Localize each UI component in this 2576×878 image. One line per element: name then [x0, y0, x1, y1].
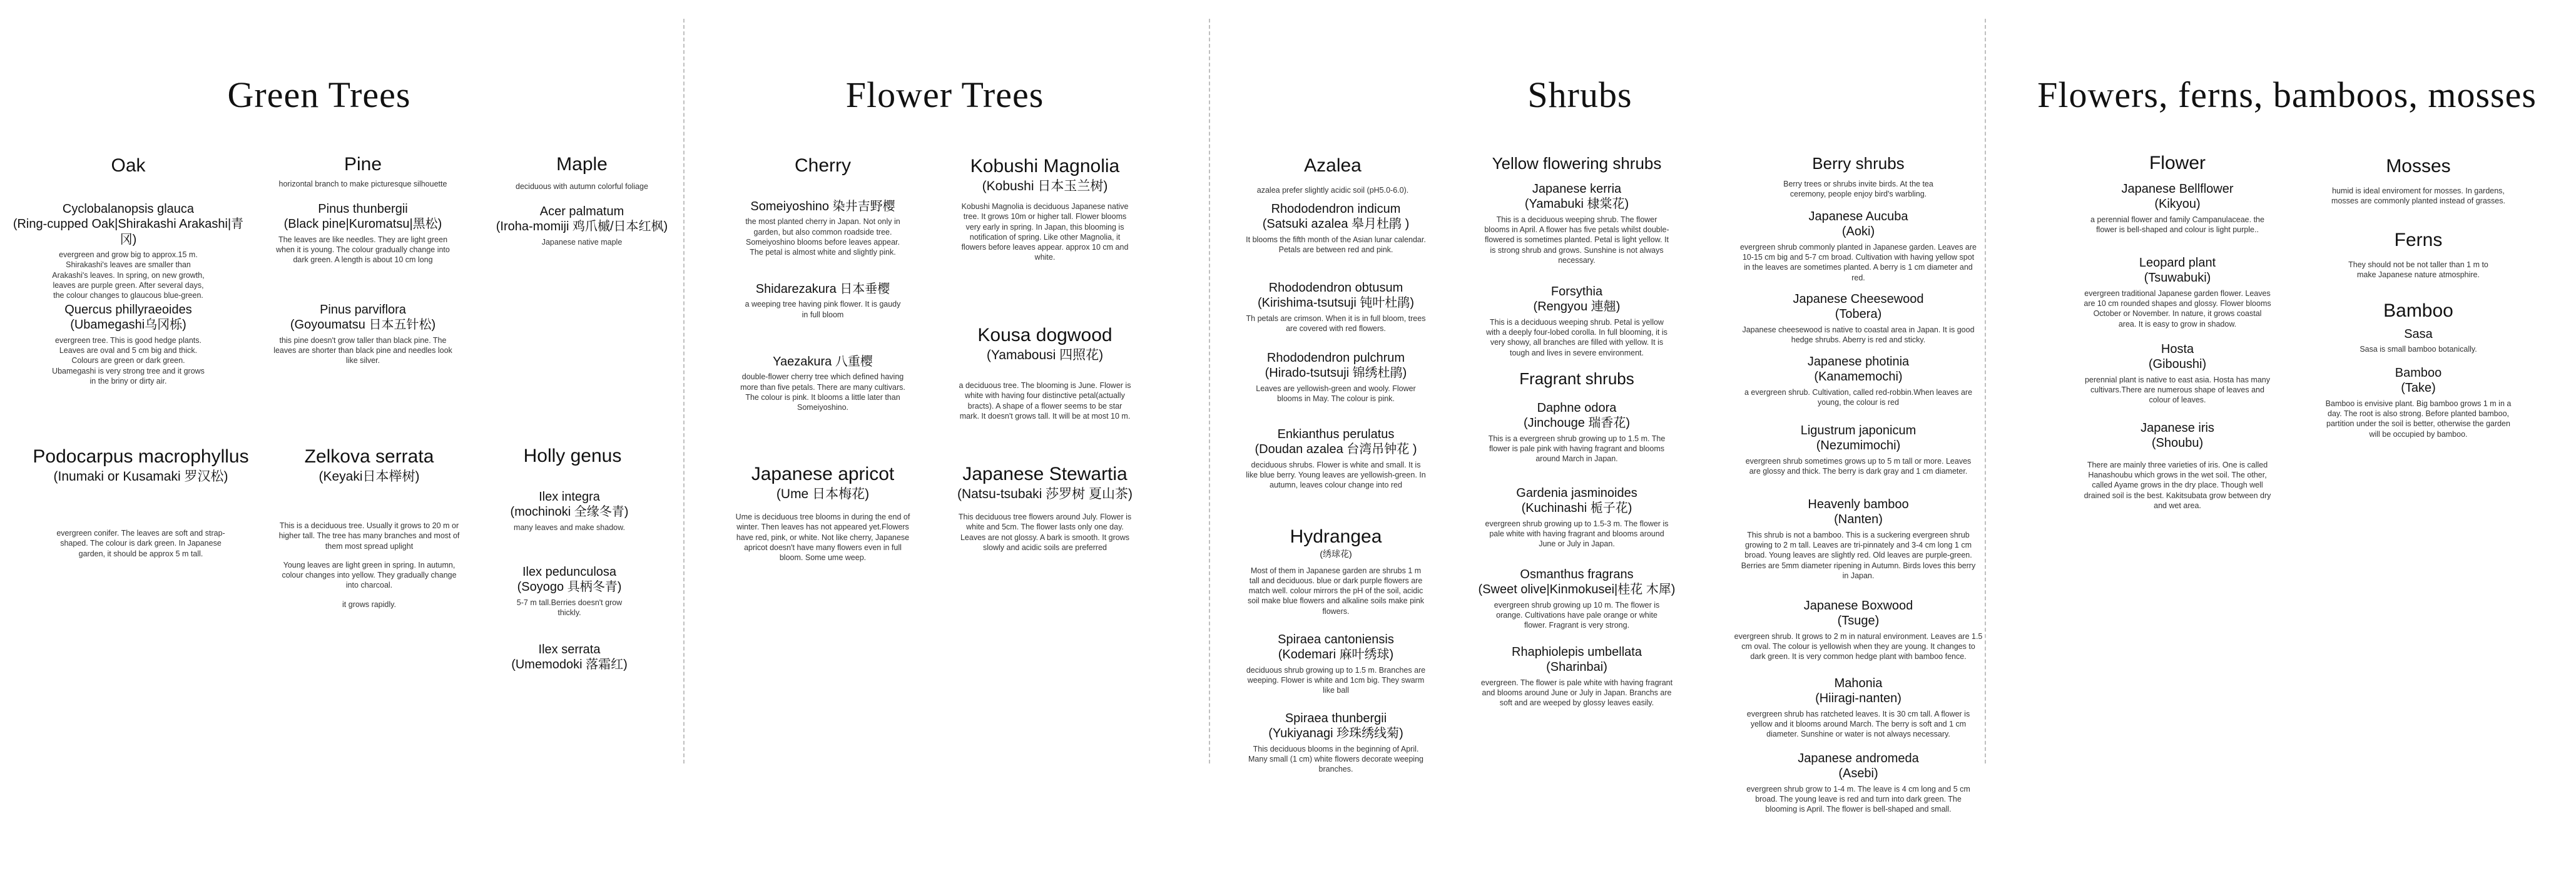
plant-entry: [1739, 497, 1977, 581]
plant-scientific-name: Rhododendron pulchrum: [1266, 351, 1405, 365]
plant-common-name: (Black pine|Kuromatsu|黑松): [283, 217, 442, 232]
plant-scientific-name: Mahonia: [1834, 676, 1883, 690]
plant-description: evergreen shrub growing up to 1.5-3 m. The flower is pale white with having fragrant and blooms around June or July in Japan.: [1485, 519, 1669, 549]
plant-entry: [13, 202, 244, 300]
category-oak: Oak: [111, 155, 146, 176]
section-title-flower-trees: Flower Trees: [845, 74, 1044, 115]
plant-scientific-name: Japanese Boxwood: [1803, 599, 1913, 613]
plant-description: evergreen shrub commonly planted in Japanese garden. Leaves are 10-15 cm big and 5-7 cm broad. Cultivation with having yellow spot in the leaves are sometimes planted. A berry is 1 cm diameter and red.: [1739, 242, 1977, 282]
plant-description: evergreen. The flower is pale white with having fragrant and blooms around June or July in Japan. Branchs are soft and are weeped by glossy leaves easily.: [1480, 678, 1673, 708]
category-cherry: Cherry: [794, 155, 851, 176]
plant-scientific-name: Rhododendron obtusum: [1268, 281, 1403, 295]
plant-common-name: (Goyoumatsu 日本五针松): [290, 318, 436, 332]
plant-scientific-name: Japanese iris: [2141, 421, 2214, 435]
plant-entry: [257, 202, 469, 265]
plant-description: evergreen shrub sometimes grows up to 5 m tall or more. Leaves are glossy and thick. The berry is dark gray and 1 cm diameter.: [1745, 456, 1972, 476]
plant-common-name: (Sharinbai): [1546, 660, 1607, 675]
plant-scientific-name: Japanese Bellflower: [2121, 182, 2234, 196]
plant-entry-kousa: [957, 324, 1133, 421]
category-mosses: Mosses: [2386, 156, 2451, 176]
plant-description: evergreen tree. This is good hedge plants. Leaves are oval and 5 cm big and thick. Colours are green or dark green. Ubamegashi is very strong tree and it grows in the briny or dirty air.: [52, 335, 205, 385]
plant-common-name: (Satsuki azalea 皋月杜鹃 ): [1262, 217, 1410, 232]
plant-common-name: (Rengyou 連翹): [1533, 300, 1621, 314]
plant-description: This shrub is not a bamboo. This is a suckering evergreen shrub growing to 2 m tall. Leaves are tri-pinnately and 3-4 cm long 1 cm broad. Young leaves are slightly red. Old leaves are purple-green. Berries are 5mm diameter ripening in Autumn. Birds loves this berry in Japan.: [1741, 530, 1976, 580]
plant-scientific-name: Zelkova serrata: [304, 446, 434, 467]
plant-common-name: (Kirishima-tsutsuji 钝叶杜鹃): [1257, 296, 1415, 310]
plant-entry: [13, 302, 244, 386]
category-yellow-flowering-shrubs: Yellow flowering shrubs: [1492, 154, 1662, 173]
plant-entry: [1483, 401, 1671, 464]
plant-entry: [1245, 427, 1427, 491]
plant-scientific-name: Gardenia jasminoides: [1516, 486, 1637, 500]
plant-scientific-name: Rhododendron indicum: [1271, 202, 1401, 216]
category-hydrangea: Hydrangea: [1290, 526, 1382, 547]
plant-entry: [1483, 486, 1671, 549]
plant-entry: [482, 204, 682, 247]
plant-description: Japanese native maple: [541, 237, 623, 247]
plant-entry: [2321, 365, 2515, 439]
category-ferns: Ferns: [2394, 230, 2443, 250]
plant-entry: [1483, 284, 1671, 358]
plant-common-name: (Natsu-tsubaki 莎罗树 夏山茶): [957, 486, 1133, 501]
plant-entry-kobushi: [957, 155, 1133, 263]
plant-scientific-name: Japanese photinia: [1807, 355, 1910, 369]
plant-scientific-name: Sasa: [2404, 327, 2433, 341]
category-maple: Maple: [556, 154, 608, 175]
plant-common-name: (Soyogo 具柄冬青): [517, 580, 622, 595]
plant-entry: [1245, 711, 1427, 775]
plant-entry: [2084, 181, 2271, 235]
plant-common-name: (Giboushi): [2148, 357, 2207, 372]
plant-common-name: (Kobushi 日本玉兰树): [982, 178, 1108, 193]
plant-description: evergreen shrub. It grows to 2 m in natural environment. Leaves are 1.5 cm oval. The colour is yellowish when they are young. It changes to dark green. It is very common hedge plant with bamboo fence.: [1734, 631, 1983, 661]
plant-description: This is a deciduous weeping shrub. The flower blooms in April. A flower has five petals whilst double-flowered is sometimes planted. Petal is light yellow. It is strong shrub and grows. Sunshine is not always necessary.: [1484, 215, 1669, 265]
plant-scientific-name: Rhaphiolepis umbellata: [1512, 645, 1642, 659]
plant-description: Ume is deciduous tree blooms in during the end of winter. Then leaves has not appeared yet.Flowers have red, pink, or white. Not like cherry, Japanese apricot doesn't have many flowers even in full bloom. Some ume weep.: [735, 513, 910, 563]
section-title-flowers-ferns: Flowers, ferns, bamboos, mosses: [2037, 74, 2537, 115]
plant-entry-ferns: [2321, 229, 2515, 280]
plant-entry: [488, 642, 651, 673]
plant-scientific-name: Hosta: [2161, 342, 2194, 356]
plant-entry: [1739, 209, 1977, 283]
plant-scientific-name: Japanese Aucuba: [1808, 210, 1908, 223]
plant-common-name: (Sweet olive|Kinmokusei|桂花 木犀): [1478, 583, 1676, 597]
plant-description: They should not be not taller than 1 m to make Japanese nature atmosphire.: [2348, 260, 2488, 279]
plant-common-name: (Hirado-tsutsuji 锦绣杜鹃): [1265, 366, 1407, 380]
section-divider-1: [683, 19, 685, 763]
category-pine: Pine: [344, 154, 382, 175]
plant-description: This is a evergreen shrub growing up to 1.5 m. The flower is pale pink with having fragrant and blooms around March in Japan.: [1488, 434, 1666, 464]
plant-scientific-name: Enkianthus perulatus: [1277, 427, 1395, 441]
plant-entry: [1739, 676, 1977, 740]
plant-scientific-name: Ilex pedunculosa: [522, 565, 617, 579]
plant-entry-zelkova: [263, 446, 476, 610]
plant-description: deciduous shrubs. Flower is white and small. It is like blue berry. Young leaves are yellowish-green. In autumn, leaves colour change into red: [1246, 460, 1426, 490]
plant-description: Th petals are crimson. When it is in full bloom, trees are covered with red flowers.: [1246, 314, 1426, 334]
plant-description: Sasa is small bamboo botanically.: [2360, 345, 2477, 354]
plant-description: perennial plant is native to east asia. Hosta has many cultivars.There are numerous shape of leaves and colour of leaves.: [2084, 375, 2270, 405]
plant-description: Most of them in Japanese garden are shrubs 1 m tall and deciduous. blue or dark purple flowers are match well. colour mirrors the pH of the soil, acidic soil make blue flowers and alkaline soils make pink flowers.: [1247, 566, 1425, 616]
plant-description: many leaves and make shadow.: [514, 523, 625, 532]
plant-scientific-name: Yaezakura 八重樱: [773, 355, 873, 369]
plant-entry: [738, 199, 907, 257]
plant-entry: [1245, 632, 1427, 696]
plant-common-name: (Kanamemochi): [1814, 370, 1903, 384]
plant-entry: [1477, 645, 1677, 708]
plant-common-name: (Kodemari 麻叶绣球): [1278, 648, 1394, 662]
plant-scientific-name: Japanese apricot: [751, 464, 895, 484]
plant-description: Japanese cheesewood is native to coastal area in Japan. It is good hedge shrubs. Aberry is red and sticky.: [1742, 325, 1975, 345]
category-fragrant-shrubs: Fragrant shrubs: [1519, 369, 1634, 388]
plant-description: a weeping tree having pink flower. It is gaudy in full bloom: [745, 300, 901, 319]
plant-description: This is a deciduous tree. Usually it grows to 20 m or higher tall. The tree has many branches and most of them most spread uplight: [278, 521, 460, 551]
plant-common-name: (Tobera): [1835, 307, 1882, 322]
plant-common-name: (Tsuwabuki): [2144, 271, 2211, 285]
plant-description: humid is ideal enviroment for mosses. In gardens, mosses are commonly planted instead of grasses.: [2331, 186, 2505, 205]
plant-entry: [1245, 350, 1427, 404]
plant-entry-apricot: [732, 463, 914, 563]
plant-entry: [738, 354, 907, 412]
plant-scientific-name: Spiraea cantoniensis: [1278, 633, 1394, 646]
plant-description: evergreen shrub growing up 10 m. The flower is orange. Cultivations have pale orange or white flower. Fragrant is very strong.: [1494, 600, 1660, 630]
plant-entry: [1739, 292, 1977, 345]
plant-scientific-name: Podocarpus macrophyllus: [33, 446, 249, 467]
plant-description: this pine doesn't grow taller than black pine. The leaves are shorter than black pine and needles look like silver.: [273, 335, 452, 365]
plant-common-name: (Take): [2401, 381, 2436, 396]
plant-entry-podocarpus: [19, 446, 263, 559]
plant-common-name: (Jinchouge 瑞香花): [1523, 416, 1631, 431]
plant-entry: [2084, 421, 2271, 511]
plant-scientific-name: Pinus thunbergii: [318, 202, 408, 216]
plant-common-name: (Umemodoki 落霜红): [511, 658, 628, 672]
category-note: Berry trees or shrubs invite birds. At the tea ceremony, people enjoy bird's warbling.: [1783, 180, 1933, 199]
plant-scientific-name: Ilex serrata: [538, 643, 601, 656]
plant-scientific-name: Heavenly bamboo: [1808, 498, 1909, 511]
plant-description: This deciduous blooms in the beginning of April. Many small (1 cm) white flowers decorate weeping branches.: [1248, 744, 1423, 774]
plant-common-name: (Inumaki or Kusamaki 罗汉松): [53, 469, 228, 484]
plant-entry-stewartia: [951, 463, 1139, 553]
category-azalea: Azalea: [1304, 155, 1362, 176]
category-flower: Flower: [2149, 153, 2206, 173]
plant-scientific-name: Japanese Stewartia: [962, 464, 1128, 484]
plant-description: evergreen conifer. The leaves are soft and strap-shaped. The colour is dark green. In Japanese garden, it should be approx 5 m tall.: [56, 529, 225, 558]
category-note: horizontal branch to make picturesque silhouette: [278, 180, 447, 188]
plant-common-name: (Tsuge): [1837, 614, 1880, 628]
plant-common-name: (mochinoki 全缘冬青): [510, 505, 629, 519]
plant-scientific-name: Kousa dogwood: [977, 325, 1112, 345]
plant-scientific-name: Quercus phillyraeoides: [64, 303, 192, 317]
plant-scientific-name: Osmanthus fragrans: [1520, 568, 1634, 581]
plant-common-name: (Ring-cupped Oak|Shirakashi Arakashi|青冈): [13, 217, 244, 247]
plant-entry: [488, 489, 651, 533]
plant-description: Young leaves are light green in spring. In autumn, colour changes into yellow. They gradually change into charcoal.: [282, 560, 457, 590]
plant-description: the most planted cherry in Japan. Not only in garden, but also common roadside tree. Someiyoshino blooms before leaves appear. The petal is almost white and slightly pink.: [745, 217, 900, 257]
plant-common-name: (Keyaki日本榉树): [318, 469, 420, 484]
plant-scientific-name: Shidarezakura 日本垂樱: [755, 282, 890, 296]
plant-scientific-name: Spiraea thunbergii: [1285, 712, 1387, 725]
plant-description: a evergreen shrub. Cultivation, called red-robbin.When leaves are young, the colour is red: [1744, 387, 1973, 407]
category-note: deciduous with autumn colorful foliage: [516, 182, 648, 191]
category-bamboo: Bamboo: [2383, 300, 2453, 321]
plant-entry: [1483, 181, 1671, 265]
plant-description: This is a deciduous weeping shrub. Petal is yellow with a deeply four-lobed corolla. In full blooming, it is very showy, all branches are filled with yellow. It is tough and lives in severe environment.: [1486, 317, 1667, 357]
plant-entry: [1245, 280, 1427, 334]
plant-common-name: (Iroha-momiji 鸡爪槭/日本红枫): [496, 220, 668, 234]
plant-scientific-name: Japanese Cheesewood: [1793, 292, 1924, 306]
plant-description: Leaves are yellowish-green and wooly. Flower blooms in May. The colour is pink.: [1256, 384, 1416, 404]
plant-scientific-name: Ligustrum japonicum: [1800, 424, 1917, 437]
plant-description: evergreen and grow big to approx.15 m. Shirakashi's leaves are smaller than Arakashi's leaves. In spring, on new growth, leaves are purple green. After several days, the colour changes to glaucous blue-green.: [52, 250, 205, 300]
plant-common-name: (Doudan azalea 台湾吊钟花 ): [1255, 442, 1417, 457]
plant-common-name: (Yukiyanagi 珍珠绣线菊): [1268, 727, 1403, 741]
plant-entry: [1739, 423, 1977, 476]
plant-entry: [2084, 255, 2271, 329]
plant-common-name: (Yamabuki 棣棠花): [1524, 197, 1629, 212]
plant-description: double-flower cherry tree which defined having more than five petals. There are many cultivars. The colour is pink. It blooms a little later than Someiyoshino.: [740, 372, 905, 412]
category-note: azalea prefer slightly acidic soil (pH5.0-6.0).: [1256, 186, 1409, 195]
plant-description: It blooms the fifth month of the Asian lunar calendar. Petals are between red and pink.: [1246, 235, 1426, 255]
plant-entry: [1245, 202, 1427, 255]
plant-scientific-name: Cyclobalanopsis glauca: [62, 202, 195, 216]
section-title-shrubs: Shrubs: [1527, 74, 1632, 115]
plant-common-name: (绣球花): [1320, 548, 1352, 559]
plant-entry: [738, 282, 907, 320]
plant-scientific-name: Japanese kerria: [1532, 182, 1622, 196]
plant-entry-hydrangea: [1245, 526, 1427, 616]
plant-scientific-name: Forsythia: [1550, 285, 1603, 299]
plant-entry: [488, 564, 651, 618]
plant-description: evergreen shrub grow to 1-4 m. The leave is 4 cm long and 5 cm broad. The young leave is red and turn into dark green. The blooming is April. The flower is bell-shaped and small.: [1746, 784, 1970, 814]
plant-common-name: (Ubamegashi乌冈栎): [70, 318, 186, 332]
plant-description: deciduous shrub growing up to 1.5 m. Branches are weeping. Flower is white and 1cm big. They swarm like ball: [1246, 665, 1426, 695]
plant-common-name: (Aoki): [1841, 225, 1875, 239]
plant-entry: [1739, 354, 1977, 407]
plant-entry: [257, 302, 469, 366]
plant-scientific-name: Someiyoshino 染井吉野樱: [750, 200, 895, 213]
plant-description: evergreen shrub has ratcheted leaves. It is 30 cm tall. A flower is yellow and it blooms around March. The berry is soft and 1 cm diameter. Sunshine or water is not always necessary.: [1746, 709, 1970, 739]
plant-entry: [1470, 567, 1683, 631]
section-divider-2: [1209, 19, 1210, 763]
plant-description: This deciduous tree flowers around July. Flower is white and 5cm. The flower lasts only one day. Leaves are not glossy. A bark is smooth. It grows slowly and acidic soils are preferred: [958, 513, 1132, 552]
section-divider-3: [1985, 19, 1986, 763]
plant-description: Bamboo is envisive plant. Big bamboo grows 1 m in a day. The root is also strong. Before planted bamboo, partition under the soil is better, otherwise the garden will be occupied by bamboo.: [2325, 399, 2512, 439]
section-title-green-trees: Green Trees: [227, 74, 411, 115]
plant-scientific-name: Daphne odora: [1537, 401, 1617, 415]
plant-description: There are mainly three varieties of iris. One is called Hanashoubu which grows in the wet soil. The other, called Ayame grows in the dry place. Though well drained soil is the best. Kakitsubata grow between dry and wet area.: [2084, 460, 2271, 510]
plant-description: Kobushi Magnolia is deciduous Japanese native tree. It grows 10m or higher tall. Flower blooms very early in spring. In Japan, this blooming is notification of spring. Like other Magnolia, it flowers before leaves appear. approx 10 cm and white.: [961, 202, 1129, 262]
plant-common-name: (Kikyou): [2154, 197, 2201, 212]
plant-entry: [2321, 327, 2515, 355]
plant-common-name: (Yamabousi 四照花): [986, 347, 1104, 362]
plant-scientific-name: Japanese andromeda: [1798, 752, 1919, 765]
plant-common-name: (Kuchinashi 栀子花): [1521, 501, 1632, 516]
plant-scientific-name: Bamboo: [2395, 366, 2442, 380]
plant-description: evergreen traditional Japanese garden flower. Leaves are 10 cm rounded shapes and glossy. Flower blooms October or November. In nature, it grows coastal area. It is easy to grow in shadow.: [2084, 288, 2271, 329]
plant-scientific-name: Leopard plant: [2139, 256, 2216, 270]
plant-common-name: (Nezumimochi): [1816, 439, 1901, 453]
plant-entry-mosses: [2321, 155, 2515, 206]
plant-description: it grows rapidly.: [342, 600, 396, 609]
plant-scientific-name: Ilex integra: [539, 490, 600, 504]
plant-common-name: (Nanten): [1834, 513, 1883, 527]
plant-entry: [1733, 598, 1983, 662]
plant-scientific-name: Pinus parviflora: [320, 303, 406, 317]
plant-common-name: (Asebi): [1838, 767, 1878, 781]
category-berry-shrubs: Berry shrubs: [1812, 154, 1905, 173]
plant-description: a perennial flower and family Campanulaceae. the flower is bell-shaped and colour is light purple..: [2090, 215, 2264, 235]
plant-description: a deciduous tree. The blooming is June. Flower is white with having four distinctive petal(actually bracts). A shape of a flower seems to be star mark. It doesn't grows tall. It will be at most 10 m.: [959, 381, 1131, 421]
plant-description: 5-7 m tall.Berries doesn't grow thickly.: [516, 598, 623, 618]
category-holly-genus: Holly genus: [523, 446, 622, 466]
plant-common-name: (Ume 日本梅花): [776, 486, 870, 501]
plant-scientific-name: Kobushi Magnolia: [970, 156, 1120, 176]
plant-scientific-name: Acer palmatum: [539, 205, 624, 218]
plant-entry: [2084, 342, 2271, 406]
plant-description: The leaves are like needles. They are light green when it is young. The colour gradually change into dark green. A length is about 10 cm long: [276, 235, 450, 265]
plant-common-name: (Shoubu): [2151, 436, 2204, 451]
plant-entry: [1739, 751, 1977, 815]
plant-common-name: (Hiiragi-nanten): [1815, 692, 1901, 706]
